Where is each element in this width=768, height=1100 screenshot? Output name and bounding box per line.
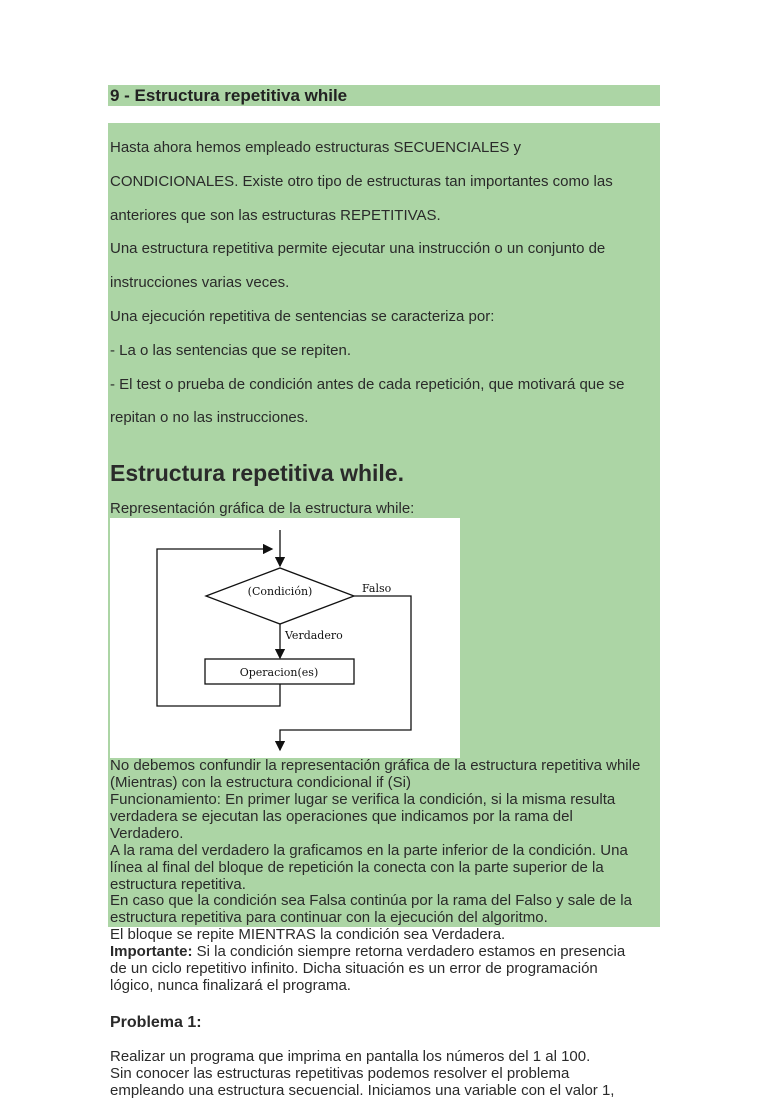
intro-line: - El test o prueba de condición antes de cada repetición, que motivará que se [110, 375, 625, 393]
intro-paragraph [110, 123, 660, 444]
body-line: Verdadero. [110, 824, 184, 842]
condition-label: (Condición) [247, 585, 313, 599]
false-label: Falso [362, 582, 392, 596]
explanation-paragraph [110, 758, 660, 995]
intro-line: Una estructura repetitiva permite ejecutar una instrucción o un conjunto de [110, 240, 606, 258]
body-line: estructura repetitiva. [110, 875, 246, 893]
problem-paragraph [110, 1049, 660, 1100]
problem-line: Sin conocer las estructuras repetitivas podemos resolver el problema [110, 1064, 570, 1082]
intro-line: CONDICIONALES. Existe otro tipo de estructuras tan importantes como las [110, 172, 613, 190]
body-line: A la rama del verdadero la graficamos en la parte inferior de la condición. Una [110, 841, 628, 859]
while-flowchart [110, 518, 460, 758]
body-line: El bloque se repite MIENTRAS la condición sea Verdadera. [110, 926, 506, 944]
operation-label: Operacion(es) [239, 666, 319, 680]
intro-line: - La o las sentencias que se repiten. [110, 341, 351, 359]
intro-line: instrucciones varias veces. [110, 274, 290, 292]
problem-line: empleando una estructura secuencial. Iniciamos una variable con el valor 1, [110, 1081, 615, 1099]
intro-line: repitan o no las instrucciones. [110, 409, 309, 427]
body-line: No debemos confundir la representación gráfica de la estructura repetitiva while [110, 757, 641, 775]
diagram-caption: Representación gráfica de la estructura while: [110, 500, 415, 518]
important-label: Importante: [110, 943, 193, 961]
intro-line: Hasta ahora hemos empleado estructuras SECUENCIALES y [110, 138, 522, 156]
body-line: Funcionamiento: En primer lugar se verifica la condición, si la misma resulta [110, 791, 616, 809]
important-text: Si la condición siempre retorna verdadero estamos en presencia [192, 943, 626, 961]
body-line: verdadera se ejecutan las operaciones que indicamos por la rama del [110, 807, 573, 825]
intro-line: anteriores que son las estructuras REPETITIVAS. [110, 206, 441, 224]
main-heading: Estructura repetitiva while. [110, 460, 404, 487]
section-title: 9 - Estructura repetitiva while [108, 85, 660, 106]
content-panel [108, 123, 660, 1099]
body-line: estructura repetitiva para continuar con la ejecución del algoritmo. [110, 909, 548, 927]
body-line: En caso que la condición sea Falsa continúa por la rama del Falso y sale de la [110, 892, 632, 910]
true-label: Verdadero [285, 629, 343, 643]
important-line: de un ciclo repetitivo infinito. Dicha situación es un error de programación [110, 960, 598, 978]
important-line: lógico, nunca finalizará el programa. [110, 977, 351, 994]
body-line: línea al final del bloque de repetición la conecta con la parte superior de la [110, 858, 604, 876]
problem-line: Realizar un programa que imprima en pantalla los números del 1 al 100. [110, 1047, 591, 1065]
intro-line: Una ejecución repetitiva de sentencias se caracteriza por: [110, 307, 495, 325]
body-line: (Mientras) con la estructura condicional if (Si) [110, 774, 411, 792]
important-line [110, 944, 660, 961]
problem-heading: Problema 1: [110, 1013, 202, 1031]
